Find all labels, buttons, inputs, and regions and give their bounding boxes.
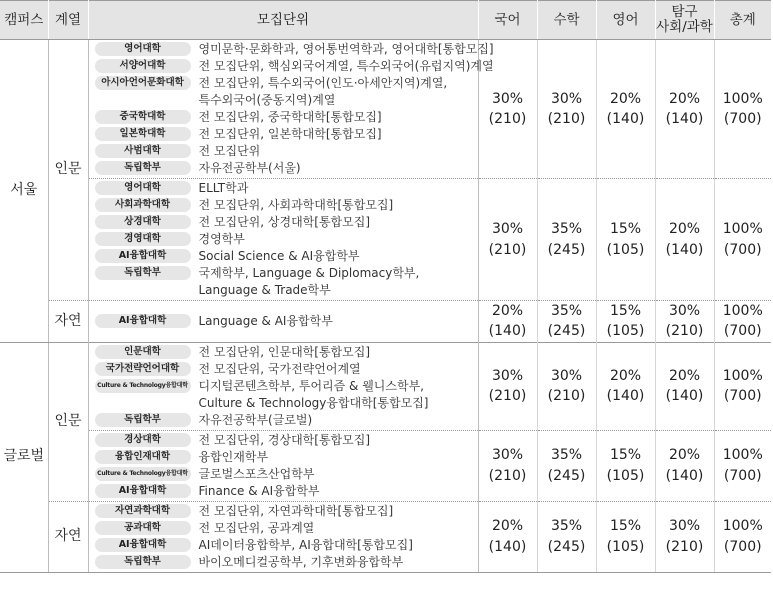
- unit-text: Culture & Technology융합대학[통합모집]: [198, 395, 429, 410]
- score-math: [537, 179, 596, 301]
- header-english: 영어: [596, 1, 655, 40]
- badge-spacer: [95, 93, 191, 107]
- score-points: (700): [723, 538, 762, 555]
- unit-list: [88, 342, 478, 430]
- unit-list: [88, 430, 478, 501]
- unit-text: 글로벌스포츠산업학부: [198, 466, 315, 481]
- score-percent: 20%: [609, 367, 642, 384]
- score-points: (210): [488, 467, 527, 484]
- unit-line: [95, 75, 478, 92]
- score-korean: [478, 501, 537, 572]
- unit-text: 융합인재학부: [198, 449, 269, 464]
- unit-text: AI데이터융합학부, AI융합대학[통합모집]: [198, 537, 413, 552]
- unit-line: [95, 466, 478, 483]
- unit-line: [95, 214, 478, 231]
- college-badge: 서양어대학: [95, 59, 191, 73]
- college-badge: 인문대학: [95, 345, 191, 359]
- score-percent: 100%: [722, 303, 763, 319]
- unit-text: Finance & AI융합학부: [198, 483, 320, 498]
- score-percent: 30%: [550, 90, 583, 107]
- unit-text: 전 모집단위, 공과계열: [198, 520, 315, 535]
- unit-text: 자유전공학부(글로벌): [198, 412, 313, 427]
- unit-text: 특수외국어(중동지역)계열: [198, 93, 336, 107]
- unit-text: 국제학부, Language & Diplomacy학부,: [198, 266, 420, 280]
- unit-line: [95, 126, 478, 143]
- score-percent: 35%: [550, 518, 583, 535]
- score-math: [537, 430, 596, 501]
- score-points: (700): [723, 388, 762, 405]
- score-korean: [478, 342, 537, 430]
- college-badge: AI융합대학: [95, 314, 191, 328]
- college-badge: AI융합대학: [95, 538, 191, 552]
- score-points: (140): [665, 241, 704, 258]
- college-badge: Culture & Technology융합대학: [95, 379, 191, 393]
- college-badge: 독립학부: [95, 266, 191, 280]
- college-badge: 융합인재대학: [95, 450, 191, 464]
- header-explore: [655, 1, 714, 40]
- score-points: (210): [665, 323, 704, 340]
- score-points: (700): [723, 241, 762, 258]
- unit-line: [95, 92, 478, 109]
- badge-spacer: [95, 396, 191, 410]
- score-english: [596, 501, 655, 572]
- score-percent: 35%: [550, 221, 583, 238]
- score-total: [714, 342, 771, 430]
- unit-text: 전 모집단위, 특수외국어(인도·아세안지역)계열,: [198, 76, 448, 90]
- header-track: 계열: [48, 1, 88, 40]
- college-badge: 경영대학: [95, 232, 191, 246]
- unit-line: [95, 160, 478, 177]
- score-points: (105): [606, 467, 645, 484]
- college-badge: 상경대학: [95, 215, 191, 229]
- unit-line: [95, 109, 478, 126]
- header-campus: 캠퍼스: [0, 1, 48, 40]
- score-total: [714, 301, 771, 343]
- unit-line: [95, 231, 478, 248]
- score-korean: [478, 430, 537, 501]
- score-points: (245): [547, 241, 586, 258]
- score-percent: 20%: [491, 518, 524, 535]
- unit-text: Language & AI융합학부: [198, 313, 333, 328]
- score-math: [537, 501, 596, 572]
- score-points: (105): [606, 323, 645, 340]
- score-explore: [655, 430, 714, 501]
- score-math: [537, 301, 596, 343]
- track-global-natural: 자연: [48, 501, 88, 572]
- score-percent: 20%: [609, 90, 642, 107]
- header-unit: 모집단위: [88, 1, 478, 40]
- score-total: [714, 430, 771, 501]
- score-points: (700): [723, 111, 762, 127]
- unit-line: [95, 313, 478, 330]
- score-points: (105): [606, 538, 645, 555]
- unit-line: [95, 537, 478, 554]
- group-row: [0, 430, 771, 501]
- score-percent: 20%: [668, 367, 701, 384]
- score-percent: 100%: [722, 518, 763, 535]
- unit-text: 전 모집단위, 경상대학[통합모집]: [198, 432, 371, 447]
- unit-line: [95, 554, 478, 571]
- college-badge: Culture & Technology융합대학: [95, 467, 191, 481]
- track-seoul-humanities: 인문: [48, 40, 88, 301]
- unit-line: [95, 432, 478, 449]
- unit-line: [95, 361, 478, 378]
- unit-line: [95, 265, 478, 282]
- score-points: (245): [547, 323, 586, 340]
- unit-line: [95, 483, 478, 500]
- score-points: (140): [488, 323, 527, 340]
- score-percent: 30%: [491, 447, 524, 464]
- score-points: (210): [665, 538, 704, 555]
- unit-text: 디지털콘텐츠학부, 투어리즘 & 웰니스학부,: [198, 378, 424, 393]
- unit-line: [95, 143, 478, 160]
- unit-line: [95, 282, 478, 299]
- unit-text: Social Science & AI융합학부: [198, 249, 360, 263]
- score-explore: [655, 501, 714, 572]
- score-english: [596, 40, 655, 179]
- college-badge: 사범대학: [95, 144, 191, 158]
- header-korean: 국어: [478, 1, 537, 40]
- score-english: [596, 430, 655, 501]
- score-points: (210): [547, 111, 586, 127]
- unit-text: 바이오메디컬공학부, 기후변화융합학부: [198, 554, 404, 569]
- unit-text: 자유전공학부(서울): [198, 161, 301, 175]
- group-row: [0, 342, 771, 430]
- score-points: (700): [723, 323, 762, 340]
- score-percent: 35%: [550, 303, 583, 319]
- college-badge: 사회과학대학: [95, 198, 191, 212]
- score-english: [596, 179, 655, 301]
- college-badge: 일본학대학: [95, 127, 191, 141]
- score-points: (140): [665, 388, 704, 405]
- college-badge: 아시아언어문화대학: [95, 76, 191, 90]
- college-badge: 중국학대학: [95, 110, 191, 124]
- score-korean: [478, 179, 537, 301]
- score-percent: 30%: [491, 221, 524, 238]
- score-percent: 15%: [609, 447, 642, 464]
- campus-seoul: 서울: [0, 40, 48, 343]
- score-percent: 100%: [722, 367, 763, 384]
- college-badge: 독립학부: [95, 555, 191, 569]
- unit-text: 전 모집단위: [198, 144, 261, 158]
- score-total: [714, 179, 771, 301]
- score-points: (210): [488, 241, 527, 258]
- campus-global: 글로벌: [0, 342, 48, 572]
- score-korean: [478, 301, 537, 343]
- unit-line: [95, 41, 494, 58]
- header-row: [0, 1, 771, 40]
- college-badge: 국가전략언어대학: [95, 362, 191, 376]
- unit-line: [95, 58, 494, 75]
- score-points: (140): [606, 388, 645, 405]
- group-row: [0, 501, 771, 572]
- college-badge: 영어대학: [95, 181, 191, 195]
- unit-line: [95, 248, 478, 265]
- group-row: [0, 179, 771, 301]
- unit-line: [95, 378, 478, 395]
- college-badge: 독립학부: [95, 161, 191, 175]
- unit-text: 전 모집단위, 자연과학대학[통합모집]: [198, 503, 394, 518]
- unit-line: [95, 503, 478, 520]
- score-percent: 30%: [491, 90, 524, 107]
- score-points: (140): [606, 111, 645, 127]
- college-badge: 자연과학대학: [95, 504, 191, 518]
- college-badge: AI융합대학: [95, 484, 191, 498]
- unit-text: 경영학부: [198, 232, 245, 246]
- unit-line: [95, 395, 478, 412]
- score-percent: 20%: [668, 90, 701, 107]
- score-percent: 35%: [550, 447, 583, 464]
- score-points: (210): [488, 388, 527, 405]
- score-percent: 20%: [668, 447, 701, 464]
- unit-text: 전 모집단위, 중국학대학[통합모집]: [198, 110, 382, 124]
- unit-line: [95, 520, 478, 537]
- score-percent: 100%: [722, 90, 763, 107]
- header-total: 총계: [714, 1, 771, 40]
- score-explore: [655, 301, 714, 343]
- college-badge: 공과대학: [95, 521, 191, 535]
- score-math: [537, 40, 596, 179]
- unit-list: [88, 501, 478, 572]
- unit-text: 전 모집단위, 인문대학[통합모집]: [198, 344, 371, 359]
- score-english: [596, 301, 655, 343]
- score-explore: [655, 179, 714, 301]
- header-explore-line1: 탐구: [671, 4, 698, 21]
- score-points: (105): [606, 241, 645, 258]
- unit-text: 전 모집단위, 국가전략언어계열: [198, 361, 361, 376]
- score-math: [537, 342, 596, 430]
- college-badge: 영어대학: [95, 42, 191, 56]
- unit-line: [95, 197, 478, 214]
- unit-text: 전 모집단위, 핵심외국어계열, 특수외국어(유럽지역)계열: [198, 59, 494, 73]
- unit-line: [95, 180, 478, 197]
- badge-spacer: [95, 283, 191, 297]
- unit-list: [88, 40, 494, 179]
- score-percent: 100%: [722, 447, 763, 464]
- score-points: (700): [723, 467, 762, 484]
- score-points: (140): [665, 467, 704, 484]
- score-points: (210): [547, 388, 586, 405]
- unit-line: [95, 344, 478, 361]
- score-percent: 30%: [550, 367, 583, 384]
- unit-text: 전 모집단위, 사회과학대학[통합모집]: [198, 198, 394, 212]
- score-total: [714, 501, 771, 572]
- score-percent: 15%: [609, 518, 642, 535]
- college-badge: 경상대학: [95, 433, 191, 447]
- unit-text: ELLT학과: [198, 181, 249, 195]
- score-percent: 100%: [722, 221, 763, 238]
- unit-list: [88, 301, 478, 343]
- score-points: (245): [547, 467, 586, 484]
- score-percent: 30%: [491, 367, 524, 384]
- score-percent: 30%: [668, 518, 701, 535]
- score-points: (210): [488, 111, 527, 127]
- college-badge: 독립학부: [95, 413, 191, 427]
- unit-text: 전 모집단위, 상경대학[통합모집]: [198, 215, 371, 229]
- score-percent: 20%: [668, 221, 701, 238]
- unit-text: 전 모집단위, 일본학대학[통합모집]: [198, 127, 382, 141]
- track-seoul-natural: 자연: [48, 301, 88, 343]
- unit-list: [88, 179, 478, 301]
- score-total: [714, 40, 771, 179]
- header-explore-line2: 사회/과학: [656, 19, 713, 35]
- score-points: (140): [488, 538, 527, 555]
- group-row: [0, 40, 771, 179]
- unit-text: 영미문학·문화학과, 영어통번역학과, 영어대학[통합모집]: [198, 42, 494, 56]
- unit-line: [95, 449, 478, 466]
- score-points: (140): [665, 111, 704, 127]
- score-percent: 15%: [609, 221, 642, 238]
- score-explore: [655, 342, 714, 430]
- unit-text: Language & Trade학부: [198, 283, 331, 297]
- unit-line: [95, 412, 478, 429]
- score-english: [596, 342, 655, 430]
- group-row: [0, 301, 771, 343]
- score-points: (245): [547, 538, 586, 555]
- score-percent: 15%: [609, 303, 642, 319]
- score-explore: [655, 40, 714, 179]
- college-badge: AI융합대학: [95, 249, 191, 263]
- score-percent: 30%: [668, 303, 701, 319]
- track-global-humanities: 인문: [48, 342, 88, 501]
- header-math: 수학: [537, 1, 596, 40]
- score-percent: 20%: [491, 303, 524, 319]
